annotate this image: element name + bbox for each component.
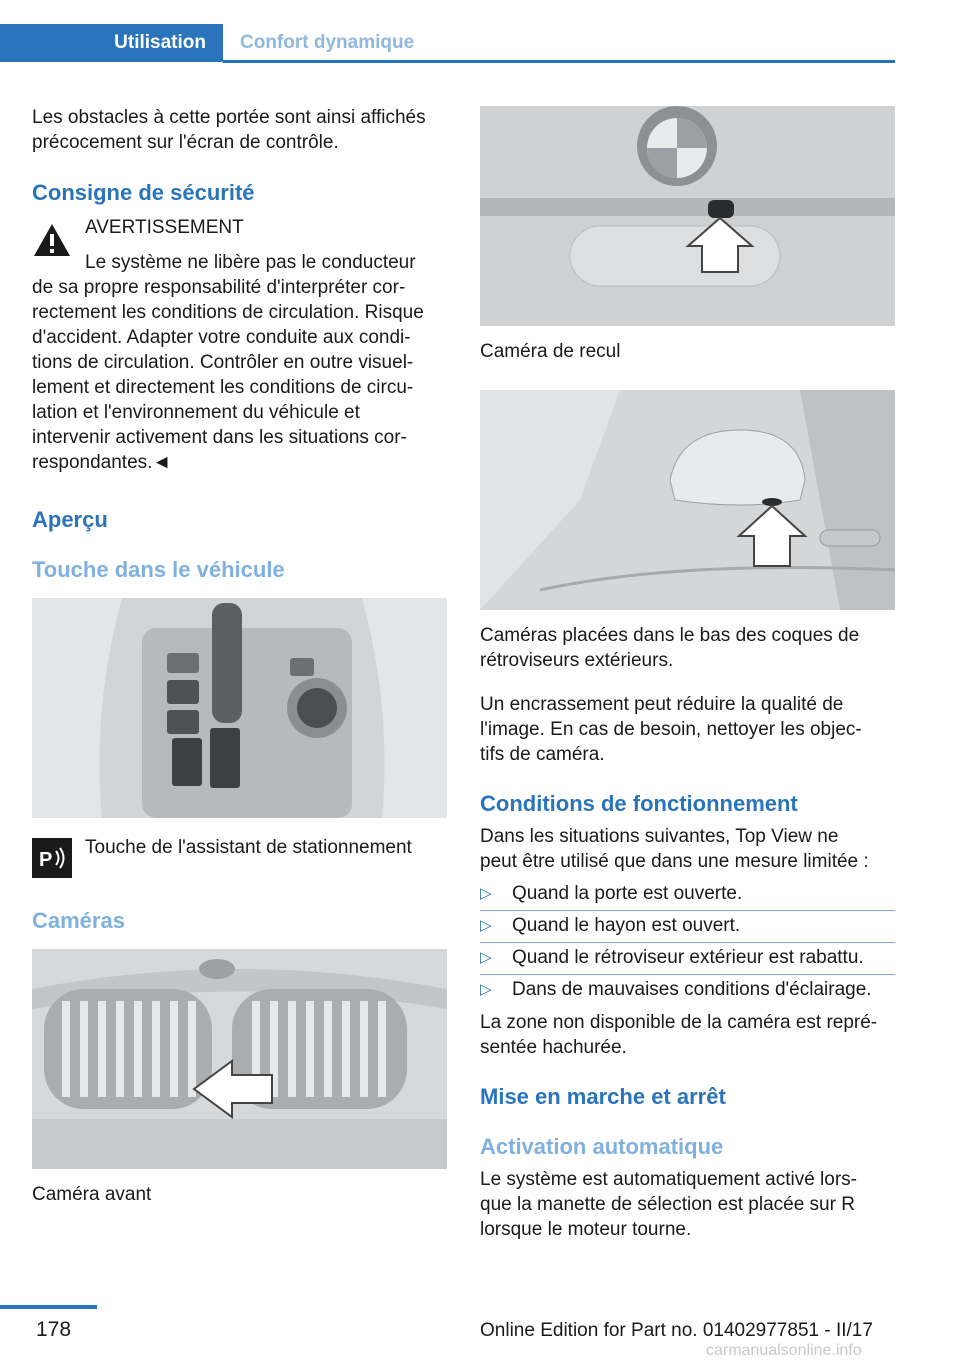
zone-line: La zone non disponible de la caméra est repré- bbox=[480, 1012, 878, 1033]
dirt-line: tifs de caméra. bbox=[480, 744, 605, 765]
list-divider bbox=[480, 910, 895, 911]
triangle-bullet-icon: ▷ bbox=[480, 981, 492, 998]
safety-heading: Consigne de sécurité bbox=[32, 180, 255, 205]
intro-line: Les obstacles à cette portée sont ainsi affichés bbox=[32, 107, 426, 128]
auto-line: lorsque le moteur tourne. bbox=[480, 1219, 692, 1240]
zone-line: sentée hachurée. bbox=[480, 1037, 627, 1058]
button-heading: Touche dans le véhicule bbox=[32, 557, 285, 582]
button-caption: Touche de l'assistant de stationnement bbox=[85, 837, 412, 858]
warning-line: tions de circulation. Contrôler en outre visuel- bbox=[32, 352, 414, 373]
rear-camera-photo bbox=[480, 106, 895, 326]
warning-icon bbox=[32, 222, 72, 258]
cameras-heading: Caméras bbox=[32, 908, 125, 933]
list-item: ▷ Dans de mauvaises conditions d'éclairage. bbox=[480, 979, 872, 1000]
warning-line: Le système ne libère pas le conducteur bbox=[85, 252, 416, 273]
conditions-intro: peut être utilisé que dans une mesure limitée : bbox=[480, 851, 869, 872]
front-camera-photo bbox=[32, 949, 447, 1169]
list-divider bbox=[480, 942, 895, 943]
console-photo bbox=[32, 598, 447, 818]
warning-line: respondantes.◄ bbox=[32, 452, 172, 473]
triangle-bullet-icon: ▷ bbox=[480, 917, 492, 934]
page-number: 178 bbox=[36, 1318, 72, 1341]
warning-line: rectement les conditions de circulation. Risque bbox=[32, 302, 424, 323]
list-item: ▷ Quand le rétroviseur extérieur est rabattu. bbox=[480, 947, 864, 968]
list-item: ▷ Quand le hayon est ouvert. bbox=[480, 915, 741, 936]
onoff-heading: Mise en marche et arrêt bbox=[480, 1084, 726, 1109]
park-assist-button-icon bbox=[32, 838, 72, 878]
triangle-bullet-icon: ▷ bbox=[480, 949, 492, 966]
auto-line: que la manette de sélection est placée sur R bbox=[480, 1194, 855, 1215]
footer-rule bbox=[0, 1305, 97, 1309]
dirt-line: l'image. En cas de besoin, nettoyer les objec- bbox=[480, 719, 862, 740]
warning-line: d'accident. Adapter votre conduite aux condi- bbox=[32, 327, 411, 348]
auto-line: Le système est automatiquement activé lors- bbox=[480, 1169, 858, 1190]
edition-text: Online Edition for Part no. 01402977851 - II/17 bbox=[480, 1320, 873, 1341]
auto-heading: Activation automatique bbox=[480, 1134, 724, 1159]
warning-line: intervenir activement dans les situations cor- bbox=[32, 427, 407, 448]
tab-label: Confort dynamique bbox=[240, 32, 415, 53]
conditions-heading: Conditions de fonctionnement bbox=[480, 791, 798, 816]
overview-heading: Aperçu bbox=[32, 507, 108, 532]
tab-confort-dynamique[interactable] bbox=[240, 24, 414, 62]
warning-line: de sa propre responsabilité d'interpréter cor- bbox=[32, 277, 406, 298]
rear-caption: Caméra de recul bbox=[480, 341, 621, 362]
conditions-intro: Dans les situations suivantes, Top View ne bbox=[480, 826, 839, 847]
front-caption: Caméra avant bbox=[32, 1184, 152, 1205]
header-rule bbox=[223, 60, 895, 63]
warning-line: lation et l'environnement du véhicule et bbox=[32, 402, 360, 423]
tab-label: Utilisation bbox=[114, 32, 206, 53]
tab-utilisation[interactable] bbox=[0, 24, 223, 62]
list-item: ▷ Quand la porte est ouverte. bbox=[480, 883, 743, 904]
watermark: carmanualsonline.info bbox=[706, 1342, 862, 1359]
warning-line: lement et directement les conditions de circu- bbox=[32, 377, 414, 398]
triangle-bullet-icon: ▷ bbox=[480, 885, 492, 902]
dirt-line: Un encrassement peut réduire la qualité de bbox=[480, 694, 844, 715]
mirror-caption-line: rétroviseurs extérieurs. bbox=[480, 650, 674, 671]
list-divider bbox=[480, 974, 895, 975]
svg-text:P: P bbox=[39, 849, 53, 871]
mirror-camera-photo bbox=[480, 390, 895, 610]
intro-line: précocement sur l'écran de contrôle. bbox=[32, 132, 339, 153]
warning-title: AVERTISSEMENT bbox=[85, 217, 244, 238]
mirror-caption-line: Caméras placées dans le bas des coques de bbox=[480, 625, 860, 646]
